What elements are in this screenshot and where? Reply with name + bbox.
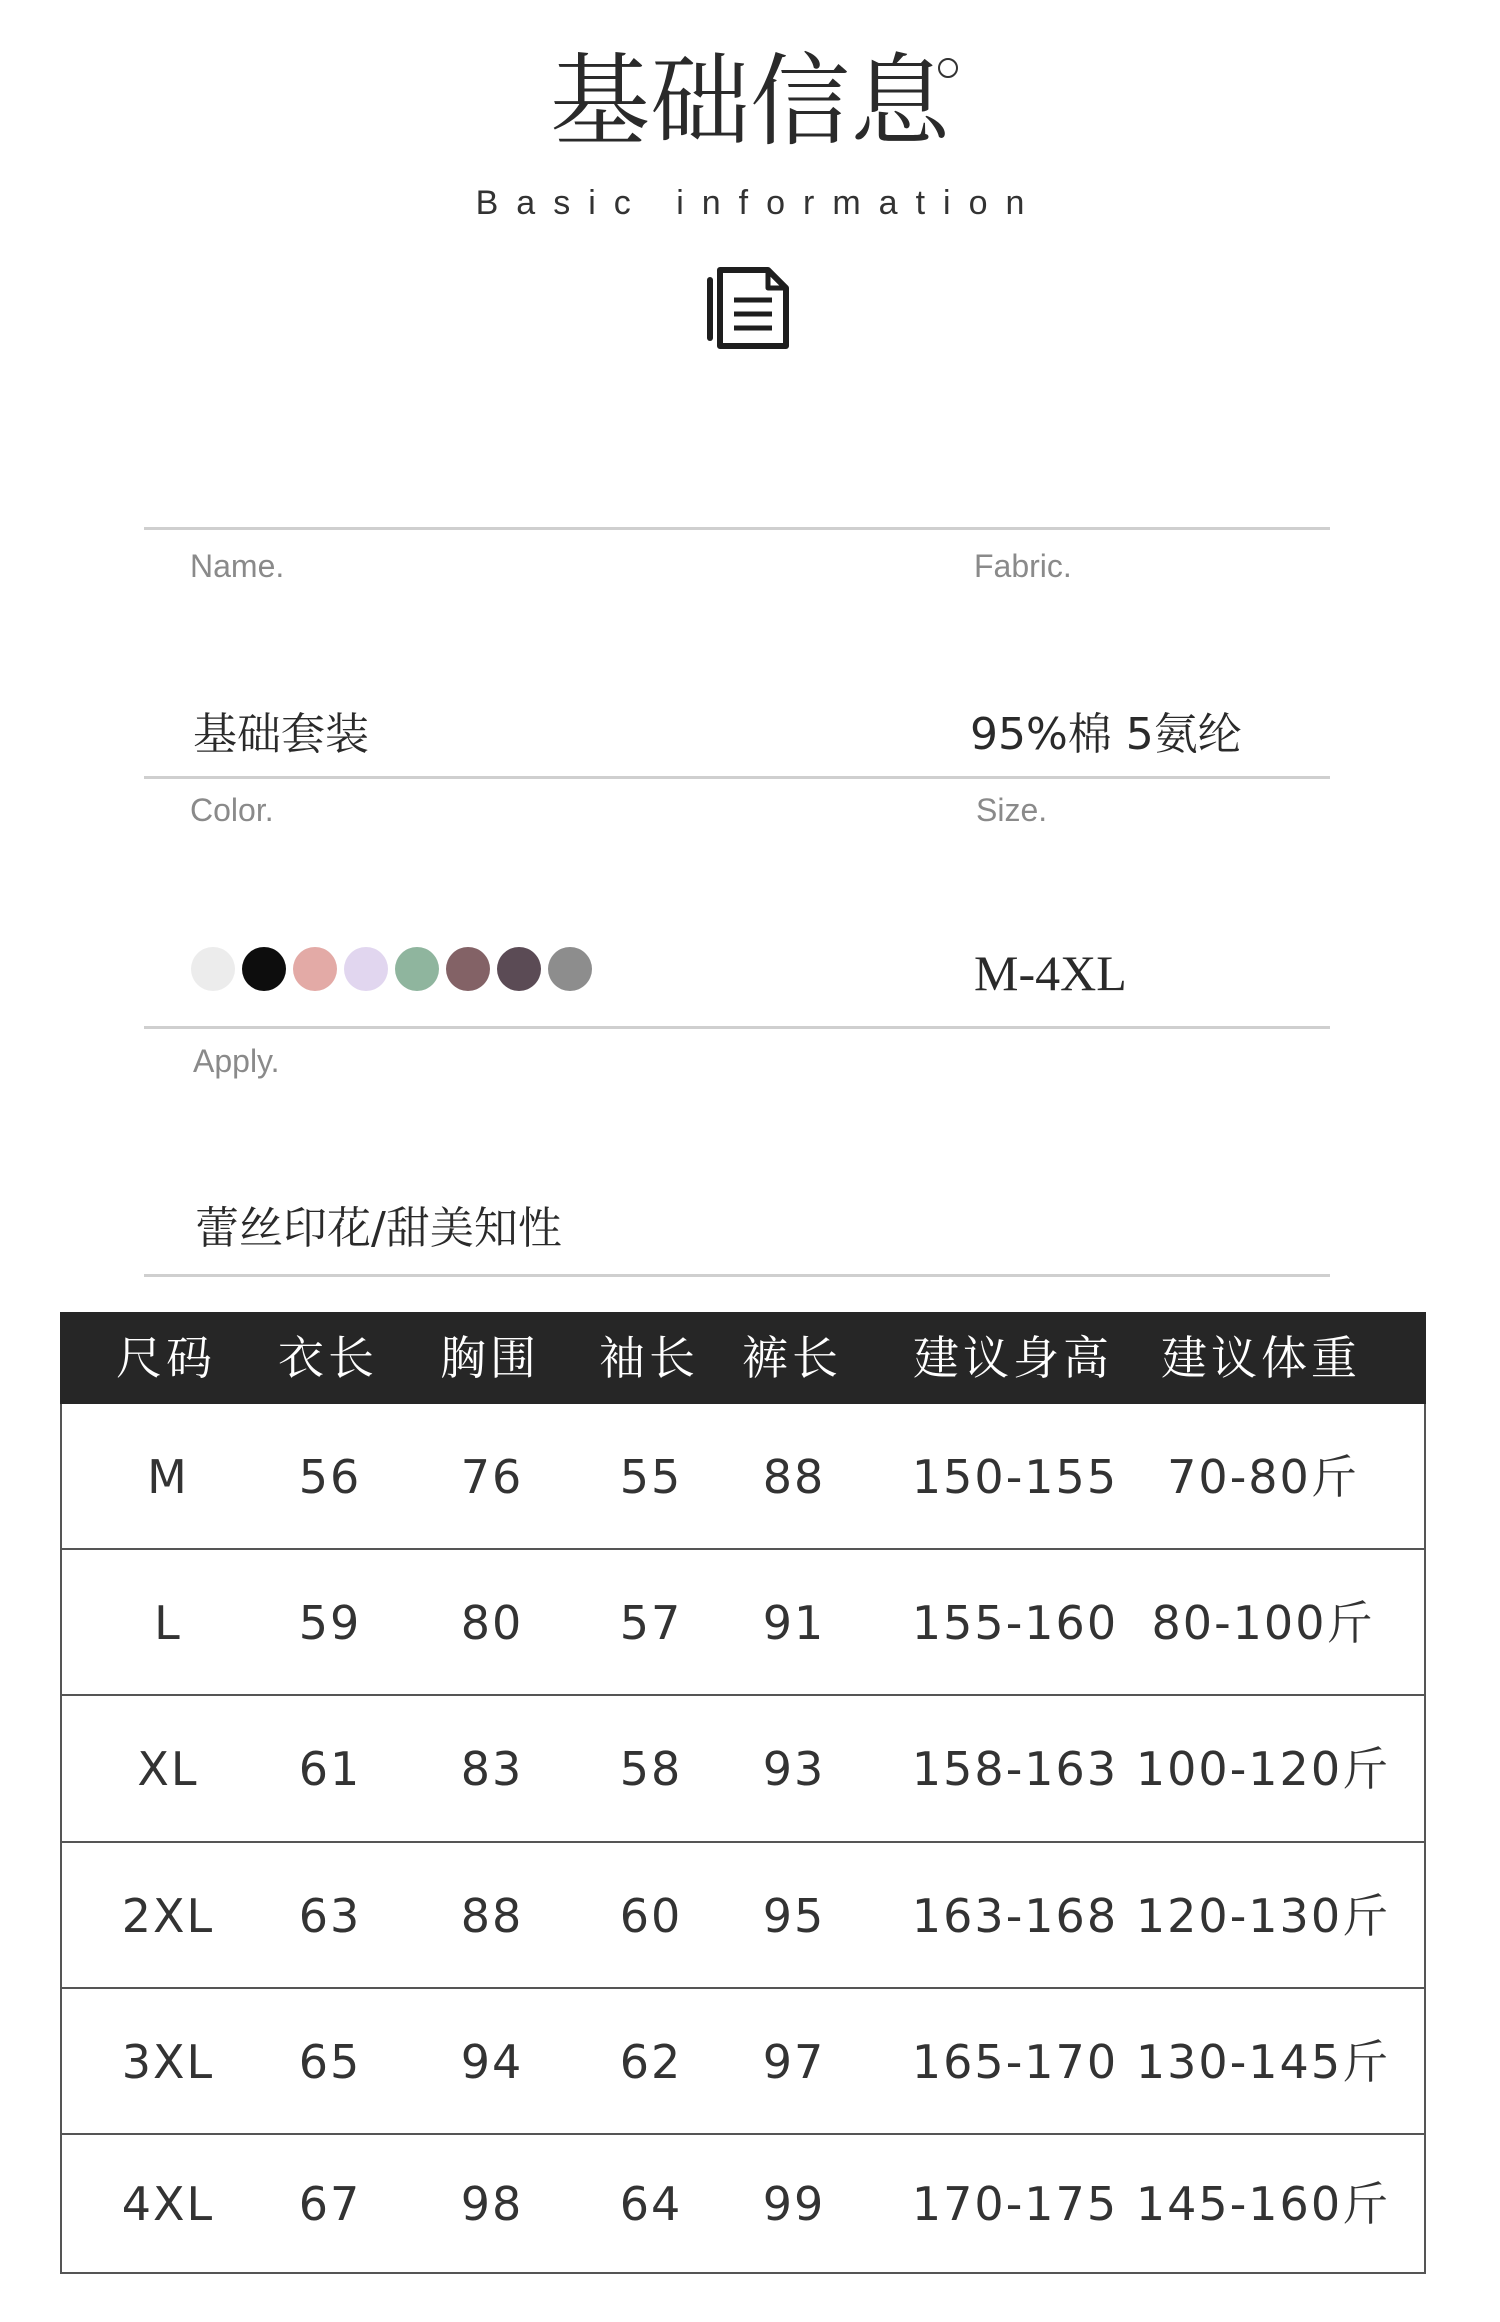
name-label: Name. [190,548,285,584]
table-cell: 155-160 [911,1596,1119,1650]
table-cell: 150-155 [911,1450,1119,1504]
table-cell: 58 [619,1742,683,1796]
table-cell: 80-100斤 [1151,1596,1375,1650]
divider [144,1026,1330,1029]
divider [144,527,1330,530]
table-cell: 88 [460,1889,524,1943]
apply-label: Apply. [193,1043,280,1079]
table-cell: 55 [619,1450,683,1504]
table-cell: 158-163 [911,1742,1119,1796]
table-header-cell: 胸围 [440,1331,540,1385]
table-cell: 99 [762,2177,826,2231]
table-cell: 59 [298,1596,362,1650]
table-cell: 93 [762,1742,826,1796]
color-swatch [344,947,388,991]
table-cell: 56 [298,1450,362,1504]
color-swatch [497,947,541,991]
table-header-cell: 衣长 [278,1331,378,1385]
table-cell: L [154,1596,182,1650]
table-cell: 94 [460,2035,524,2089]
table-cell: 130-145斤 [1135,2035,1391,2089]
table-cell: 165-170 [911,2035,1119,2089]
table-cell: 97 [762,2035,826,2089]
table-row [62,1989,1424,2135]
table-cell: 61 [298,1742,362,1796]
table-cell: 2XL [121,1889,215,1943]
table-row [62,1404,1424,1550]
page-title: 基础信息 [550,43,950,160]
table-cell: 70-80斤 [1167,1450,1359,1504]
table-header [60,1312,1426,1404]
color-label: Color. [190,792,274,828]
table-header-cell: 袖长 [599,1331,699,1385]
table-cell: 3XL [121,2035,215,2089]
table-cell: 64 [619,2177,683,2231]
table-cell: 100-120斤 [1135,1742,1391,1796]
page-subtitle: Basic information [475,184,1043,222]
table-row [62,2135,1424,2274]
color-swatch [242,947,286,991]
table-cell: 170-175 [911,2177,1119,2231]
fabric-value: 95%棉 5氨纶 [970,709,1242,760]
table-cell: 145-160斤 [1135,2177,1391,2231]
table-cell: 83 [460,1742,524,1796]
table-cell: M [147,1450,189,1504]
size-label: Size. [976,792,1048,828]
table-header-cell: 建议体重 [1161,1331,1361,1385]
size-table [60,1312,1426,2274]
table-cell: 80 [460,1596,524,1650]
color-swatch [548,947,592,991]
table-header-cell: 尺码 [116,1331,216,1385]
table-header-cell: 裤长 [742,1331,842,1385]
divider [144,1274,1330,1277]
table-row [62,1843,1424,1989]
fabric-label: Fabric. [974,548,1072,584]
table-cell: 95 [762,1889,826,1943]
table-cell: 65 [298,2035,362,2089]
table-cell: 63 [298,1889,362,1943]
table-cell: 62 [619,2035,683,2089]
table-cell: 91 [762,1596,826,1650]
table-cell: 60 [619,1889,683,1943]
document-icon [706,262,796,352]
color-swatch [395,947,439,991]
table-cell: 67 [298,2177,362,2231]
size-value: M-4XL [974,945,1127,1001]
color-swatch [191,947,235,991]
table-cell: 98 [460,2177,524,2231]
table-cell: 76 [460,1450,524,1504]
table-cell: 88 [762,1450,826,1504]
divider [144,776,1330,779]
table-header-cell: 建议身高 [913,1331,1113,1385]
table-row [62,1696,1424,1843]
apply-value: 蕾丝印花/甜美知性 [195,1203,562,1254]
table-cell: 57 [619,1596,683,1650]
color-swatch [293,947,337,991]
color-swatch [446,947,490,991]
table-row [62,1550,1424,1696]
name-value: 基础套装 [193,709,369,760]
table-cell: 120-130斤 [1135,1889,1391,1943]
table-cell: XL [137,1742,199,1796]
table-cell: 4XL [121,2177,215,2231]
table-cell: 163-168 [911,1889,1119,1943]
title-degree-mark [938,58,958,78]
